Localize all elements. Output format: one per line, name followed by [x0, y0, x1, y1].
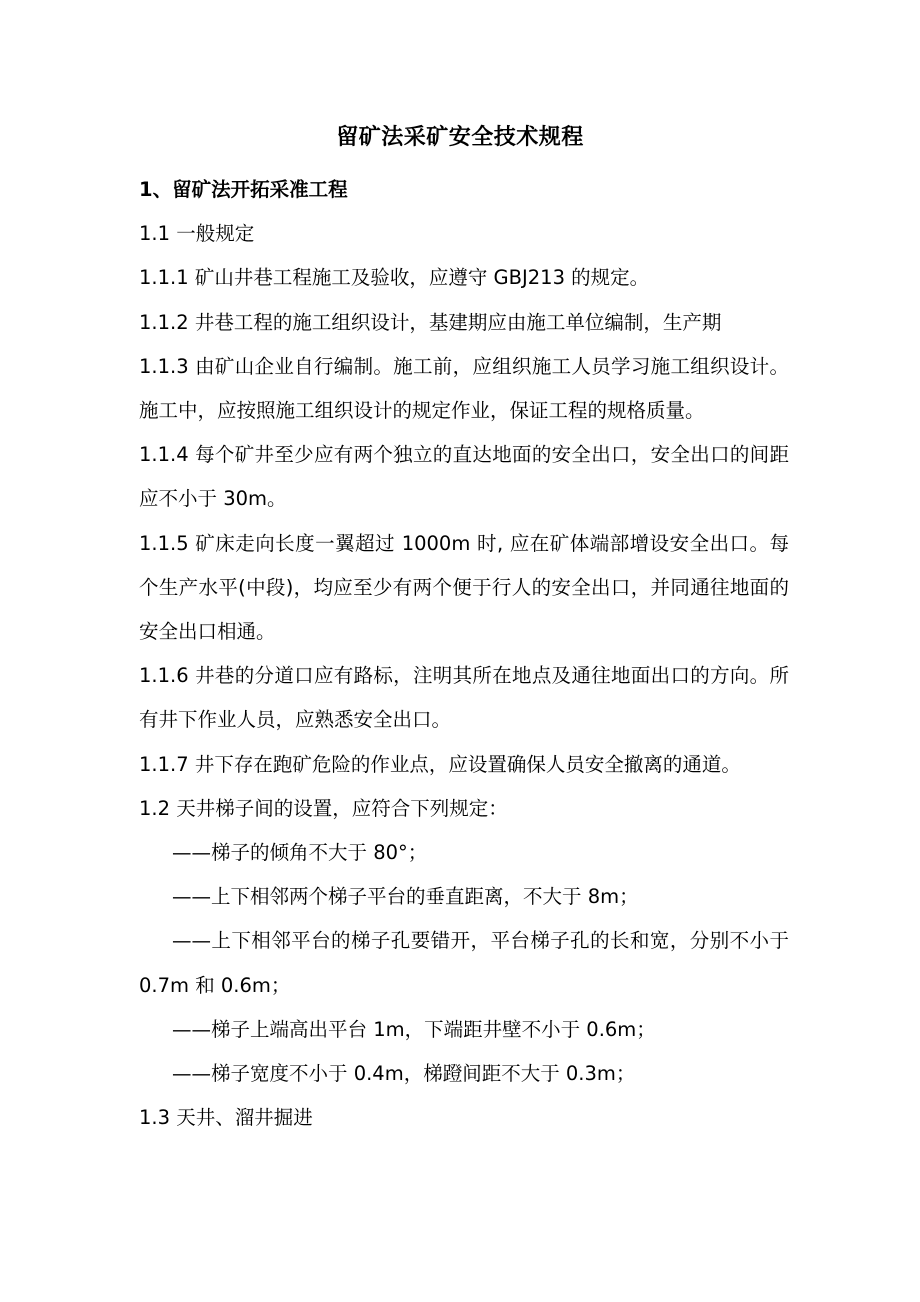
paragraph: 1.1.4 每个矿井至少应有两个独立的直达地面的安全出口，安全出口的间距应不小于 30m。 [139, 443, 789, 511]
paragraph: 1.1 一般规定 [139, 222, 255, 246]
paragraph: 1.1.3 由矿山企业自行编制。施工前，应组织施工人员学习施工组织设计。施工中，应按照施工组织设计的规定作业，保证工程的规格质量。 [139, 354, 789, 423]
paragraph: 1.1.2 井巷工程的施工组织设计，基建期应由施工单位编制，生产期 [139, 310, 722, 334]
paragraph: 1.3 天井、溜井掘进 [139, 1106, 313, 1130]
paragraph: 1.1.6 井巷的分道口应有路标，注明其所在地点及通往地面出口的方向。所有井下作业人员，应熟悉安全出口。 [139, 664, 789, 732]
section-heading: 1、留矿法开拓采准工程 [139, 178, 348, 201]
paragraph: 1.1.7 井下存在跑矿危险的作业点，应设置确保人员安全撤离的通道。 [139, 752, 741, 776]
list-item: ——梯子的倾角不大于 80°； [172, 841, 428, 865]
document-body [139, 168, 789, 1140]
paragraph: 1.2 天井梯子间的设置，应符合下列规定： [139, 796, 508, 820]
paragraph: 1.1.1 矿山井巷工程施工及验收，应遵守 GBJ213 的规定。 [139, 266, 650, 290]
list-item: ——梯子宽度不小于 0.4m，梯蹬间距不大于 0.3m； [172, 1062, 636, 1086]
paragraph: 1.1.5 矿床走向长度一翼超过 1000m 时, 应在矿体端部增设安全出口。每个生产水平(中段)，均应至少有两个便于行人的安全出口，并同通往地面的安全出口相通。 [139, 531, 789, 644]
list-item: ——上下相邻平台的梯子孔要错开，平台梯子孔的长和宽，分别不小于 0.7m 和 0.6m； [139, 929, 789, 997]
document-title: 留矿法采矿安全技术规程 [336, 125, 584, 150]
list-item: ——梯子上端高出平台 1m，下端距井壁不小于 0.6m； [172, 1017, 656, 1041]
list-item: ——上下相邻两个梯子平台的垂直距离，不大于 8m； [172, 885, 639, 909]
